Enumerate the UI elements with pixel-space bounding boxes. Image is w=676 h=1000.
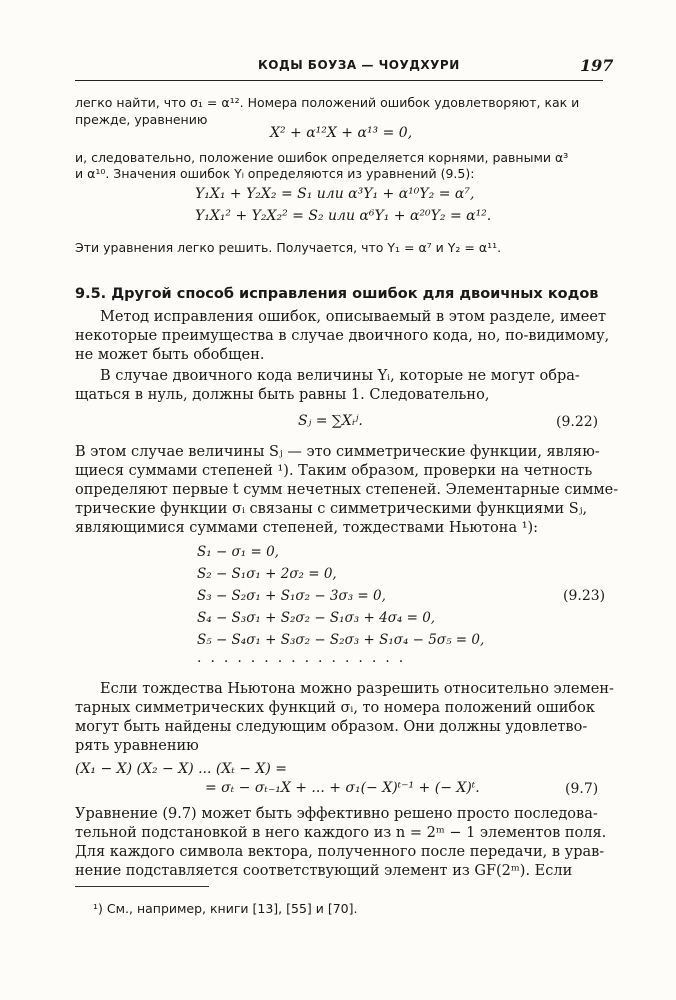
p5-line-2: тельной подстановкой в него каждого из n = 2ᵐ − 1 элементов поля. <box>75 825 607 841</box>
p4-line-4: рять уравнению <box>75 738 199 754</box>
p4-line-2: тарных симметрических функций σᵢ, то номера положений ошибок <box>75 700 595 716</box>
p3-line-3: определяют первые t сумм нечетных степеней. Элементарные симме- <box>75 482 619 498</box>
p3-line-4: трические функции σᵢ связаны с симметрическими функциями Sⱼ, <box>75 501 588 517</box>
equation-quadratic: X² + α¹²X + α¹³ = 0, <box>270 125 413 141</box>
equation-9-22: Sⱼ = ∑Xᵢʲ. <box>298 413 363 429</box>
p4-line-1: Если тождества Ньютона можно разрешить относительно элемен- <box>100 681 614 697</box>
system-row-1: Y₁X₁ + Y₂X₂ = S₁ или α³Y₁ + α¹⁰Y₂ = α⁷, <box>195 186 475 202</box>
section-heading: 9.5. Другой способ исправления ошибок для двоичных кодов <box>75 286 599 302</box>
p1-line-2: некоторые преимущества в случае двоичного кода, но, по-видимому, <box>75 328 610 344</box>
running-header-title: КОДЫ БОУЗА — ЧОУДХУРИ <box>258 58 460 72</box>
p4-line-3: могут быть найдены следующим образом. Они должны удовлетво- <box>75 719 588 735</box>
p5-line-4: нение подставляется соответствующий элемент из GF(2ᵐ). Если <box>75 863 573 879</box>
header-rule <box>75 80 603 81</box>
equation-9-7-line-1: (X₁ − X) (X₂ − X) ... (Xₜ − X) = <box>75 761 288 777</box>
p5-line-3: Для каждого символа вектора, полученного после передачи, в урав- <box>75 844 605 860</box>
intro-line-1: легко найти, что σ₁ = α¹². Номера положений ошибок удовлетворяют, как и <box>75 95 580 110</box>
footnote-rule <box>75 886 209 887</box>
newton-identity-3: S₃ − S₂σ₁ + S₁σ₂ − 3σ₃ = 0, <box>197 588 386 604</box>
equation-number-9-7: (9.7) <box>565 781 599 797</box>
p1-line-3: не может быть обобщен. <box>75 347 265 363</box>
equation-number-9-22: (9.22) <box>556 414 599 430</box>
p2-line-2: щаться в нуль, должны быть равны 1. Следовательно, <box>75 387 490 403</box>
p1-line-1: Метод исправления ошибок, описываемый в этом разделе, имеет <box>100 309 606 325</box>
footnote: ¹) См., например, книги [13], [55] и [70]. <box>93 901 358 916</box>
newton-continuation-dots: ................ <box>197 650 413 666</box>
system-row-2: Y₁X₁² + Y₂X₂² = S₂ или α⁶Y₁ + α²⁰Y₂ = α¹². <box>195 208 492 224</box>
newton-identity-2: S₂ − S₁σ₁ + 2σ₂ = 0, <box>197 566 337 582</box>
newton-identity-4: S₄ − S₃σ₁ + S₂σ₂ − S₁σ₃ + 4σ₄ = 0, <box>197 610 436 626</box>
p5-line-1: Уравнение (9.7) может быть эффективно решено просто последова- <box>75 806 598 822</box>
intro-line-3: и, следовательно, положение ошибок определяется корнями, равными α³ <box>75 150 569 165</box>
page-number: 197 <box>580 56 614 75</box>
newton-identity-1: S₁ − σ₁ = 0, <box>197 544 279 560</box>
equation-9-7-line-2: = σₜ − σₜ₋₁X + ... + σ₁(− X)ᵗ⁻¹ + (− X)ᵗ. <box>205 780 480 796</box>
intro-line-5: Эти уравнения легко решить. Получается, что Y₁ = α⁷ и Y₂ = α¹¹. <box>75 240 502 255</box>
intro-line-4: и α¹⁰. Значения ошибок Yₗ определяются из уравнений (9.5): <box>75 166 475 181</box>
equation-number-9-23: (9.23) <box>563 588 606 604</box>
p3-line-1: В этом случае величины Sⱼ — это симметрические функции, являю- <box>75 444 600 460</box>
newton-identity-5: S₅ − S₄σ₁ + S₃σ₂ − S₂σ₃ + S₁σ₄ − 5σ₅ = 0, <box>197 632 485 648</box>
p2-line-1: В случае двоичного кода величины Yᵢ, которые не могут обра- <box>100 368 580 384</box>
intro-line-2: прежде, уравнению <box>75 112 208 127</box>
p3-line-2: щиеся суммами степеней ¹). Таким образом, проверки на четность <box>75 463 593 479</box>
p3-line-5: являющимися суммами степеней, тождествами Ньютона ¹): <box>75 520 539 536</box>
